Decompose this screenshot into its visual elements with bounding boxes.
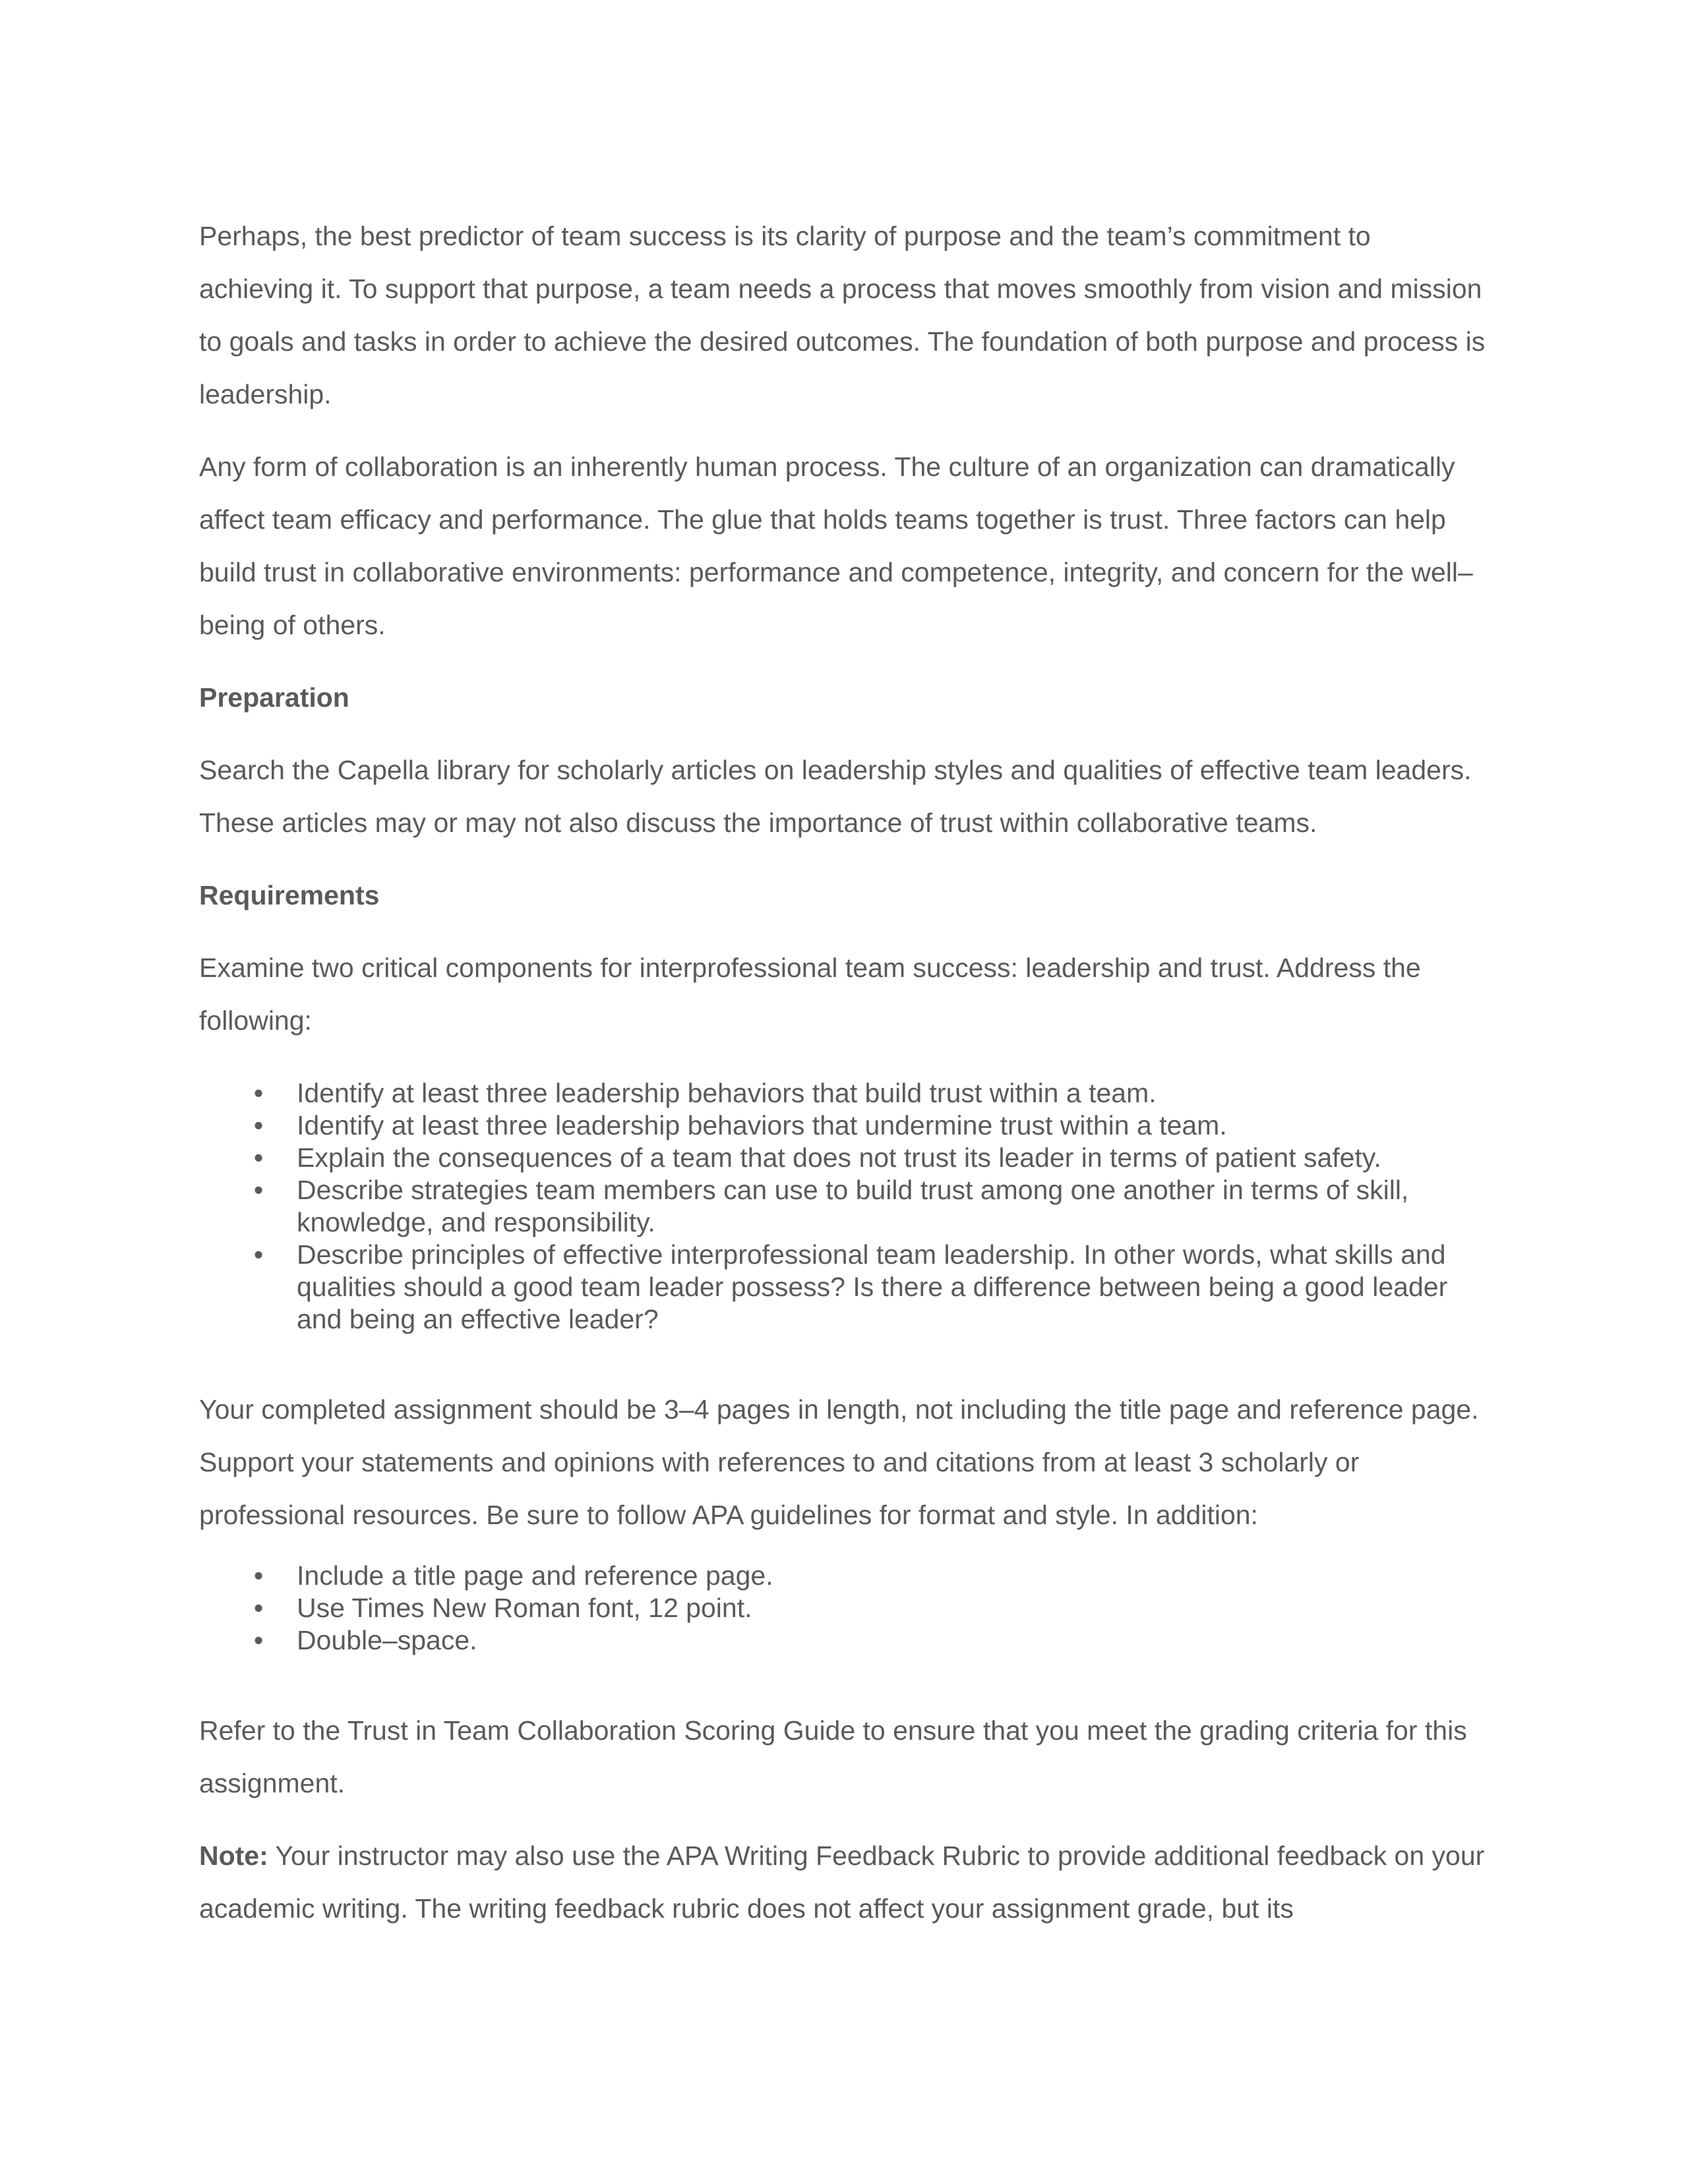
intro-paragraph-2: Any form of collaboration is an inherently human process. The culture of an organization can dramatically affect team efficacy and performance. The glue that holds teams together is trust. Three factors can help build trust in collaborative environments: performance and competence, integrity, and concern for the well–being of others. [199,452,1473,640]
list-item: • Explain the consequences of a team that does not trust its leader in terms of patient safety. [199,1142,1492,1174]
bullet-icon: • [253,1078,264,1108]
bullet-icon: • [253,1560,264,1591]
bullet-icon: • [253,1239,264,1270]
document-page [199,210,1492,1955]
scoring-guide-paragraph: Refer to the Trust in Team Collaboration Scoring Guide to ensure that you meet the grading criteria for this assignment. [199,1715,1467,1798]
length-paragraph: Your completed assignment should be 3–4 pages in length, not including the title page and reference page. Support your statements and opinions with references to and citations from at least 3 scholarly or professional resources. Be sure to follow APA guidelines for format and style. In addition: [199,1394,1479,1530]
bullet-icon: • [253,1142,264,1173]
bullet-icon: • [253,1593,264,1623]
bullet-icon: • [253,1625,264,1655]
list-item: • Identify at least three leadership behaviors that undermine trust within a team. [199,1109,1492,1142]
preparation-heading: Preparation [199,682,349,713]
bullet-icon: • [253,1110,264,1140]
bullet-icon: • [253,1175,264,1205]
list-item: • Use Times New Roman font, 12 point. [199,1592,1492,1624]
note-paragraph [199,1829,1492,1935]
requirements-heading: Requirements [199,880,380,910]
requirements-list [199,1077,1492,1336]
list-item: • Identify at least three leadership behaviors that build trust within a team. [199,1077,1492,1109]
list-item: • Include a title page and reference page. [199,1560,1492,1592]
format-list [199,1560,1492,1657]
intro-paragraph-1: Perhaps, the best predictor of team success is its clarity of purpose and the team’s commitment to achieving it. To support that purpose, a team needs a process that moves smoothly from vision and mission to goals and tasks in order to achieve the desired outcomes. The foundation of both purpose and process is leadership. [199,221,1486,409]
preparation-paragraph: Search the Capella library for scholarly articles on leadership styles and qualities of effective team leaders. These articles may or may not also discuss the importance of trust within collaborative teams. [199,755,1472,838]
requirements-intro: Examine two critical components for interprofessional team success: leadership and trust. Address the following: [199,953,1421,1036]
list-item: • Describe strategies team members can use to build trust among one another in terms of skill, knowledge, and responsibility. [199,1174,1492,1239]
list-item: • Describe principles of effective interprofessional team leadership. In other words, what skills and qualities should a good team leader possess? Is there a difference between being a good leader and being an effective leader? [199,1239,1492,1336]
note-label: Note: [199,1841,268,1871]
list-item: • Double–space. [199,1624,1492,1657]
note-text: Your instructor may also use the APA Writing Feedback Rubric to provide additional feedback on your academic writing. The writing feedback rubric does not affect your assignment grade, but its [199,1841,1485,1924]
